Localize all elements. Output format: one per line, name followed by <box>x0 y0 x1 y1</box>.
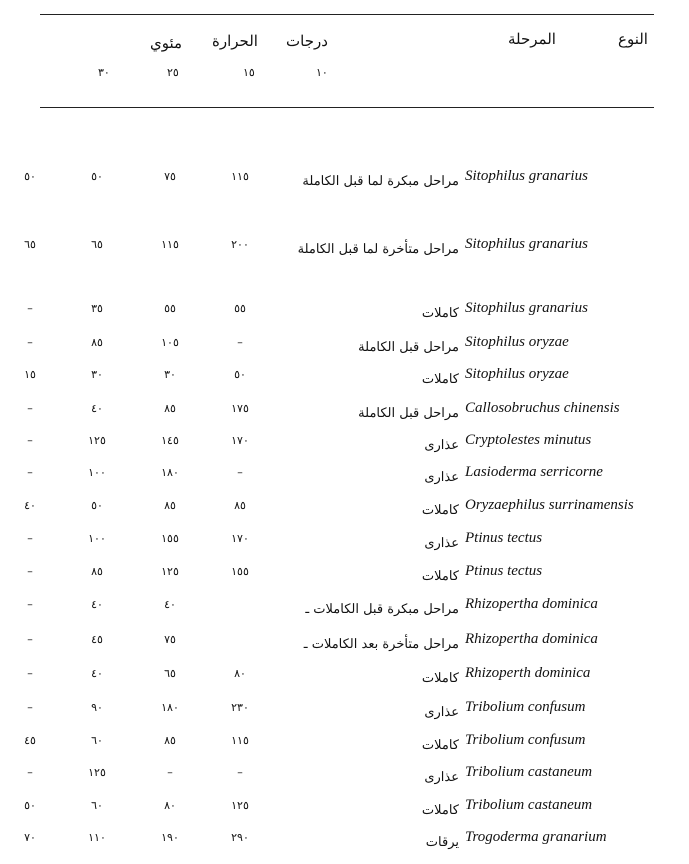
value-cell: – <box>237 766 243 779</box>
table-row <box>0 300 689 330</box>
table-row <box>0 236 689 266</box>
table-row <box>0 168 689 198</box>
value-cell: ٨٥ <box>164 734 176 747</box>
value-cell: ٥٠ <box>24 170 36 183</box>
value-cell: ٧٠ <box>24 831 36 844</box>
table-row <box>0 732 689 762</box>
species-name: Lasioderma serricorne <box>465 464 603 480</box>
value-cell: ١٠٠ <box>88 532 106 545</box>
stage-label: مراحل متأخرة لما قبل الكاملة <box>297 242 459 257</box>
stage-label: يرقات <box>425 835 459 850</box>
species-name: Tribolium confusum <box>465 699 586 715</box>
stage-label: كاملات <box>421 503 459 518</box>
temperature-30: ٣٠ <box>98 66 110 79</box>
table-row <box>0 366 689 396</box>
species-name: Sitophilus oryzae <box>465 334 569 350</box>
value-cell: ١٥٥ <box>161 532 179 545</box>
value-cell: – <box>167 766 173 779</box>
value-cell: ١٠٥ <box>161 336 179 349</box>
value-cell: – <box>27 532 33 545</box>
species-name: Cryptolestes minutus <box>465 432 592 448</box>
stage-label: كاملات <box>421 738 459 753</box>
value-cell: ١٥ <box>24 368 36 381</box>
value-cell: – <box>27 565 33 578</box>
species-name: Tribolium castaneum <box>465 764 593 780</box>
value-cell: ١١٠ <box>88 831 106 844</box>
value-cell: ١٥٥ <box>231 565 249 578</box>
value-cell: – <box>27 336 33 349</box>
value-cell: ٤٥ <box>91 633 103 646</box>
stage-label: مراحل قبل الكاملة <box>358 406 459 421</box>
value-cell: ١٢٥ <box>88 766 106 779</box>
species-name: Ptinus tectus <box>465 530 543 546</box>
value-cell: ١١٥ <box>231 170 249 183</box>
species-name: Tribolium castaneum <box>465 797 593 813</box>
species-name: Rhizopertha dominica <box>465 596 598 612</box>
temperature-header-word-1: درجات <box>286 32 328 50</box>
species-name: Ptinus tectus <box>465 563 543 579</box>
value-cell: ١٧٥ <box>231 402 249 415</box>
value-cell: – <box>27 402 33 415</box>
value-cell: ٧٥ <box>164 633 176 646</box>
value-cell: ١٧٠ <box>231 532 249 545</box>
value-cell: – <box>27 598 33 611</box>
temperature-10: ١٠ <box>316 66 328 79</box>
value-cell: ٨٥ <box>91 565 103 578</box>
value-cell: ٨٥ <box>164 499 176 512</box>
value-cell: – <box>237 466 243 479</box>
stage-label: كاملات <box>421 372 459 387</box>
table-row <box>0 530 689 560</box>
value-cell: ٤٠ <box>91 598 103 611</box>
value-cell: – <box>27 434 33 447</box>
stage-label: عذارى <box>424 438 459 453</box>
value-cell: ٦٠ <box>91 734 103 747</box>
table-row <box>0 334 689 364</box>
value-cell: ١٠٠ <box>88 466 106 479</box>
value-cell: – <box>27 701 33 714</box>
value-cell: ٨٠ <box>164 799 176 812</box>
temperature-header-word-3: مئوي <box>150 34 183 52</box>
stage-label: كاملات <box>421 803 459 818</box>
value-cell: – <box>27 667 33 680</box>
species-name: Callosobruchus chinensis <box>465 400 620 416</box>
table-row <box>0 699 689 729</box>
stage-label: عذارى <box>424 705 459 720</box>
species-name: Oryzaephilus surrinamensis <box>465 497 634 513</box>
stage-column-header: المرحلة <box>508 30 556 48</box>
species-name: Tribolium confusum <box>465 732 586 748</box>
value-cell: ٤٠ <box>164 598 176 611</box>
value-cell: – <box>27 766 33 779</box>
table-row <box>0 829 689 859</box>
stage-label: مراحل قبل الكاملة <box>358 340 459 355</box>
stage-label: مراحل متأخرة بعد الكاملات ـ <box>303 637 459 652</box>
value-cell: ٥٥ <box>234 302 246 315</box>
value-cell: ٨٠ <box>234 667 246 680</box>
temperature-15: ١٥ <box>243 66 255 79</box>
value-cell: ٥٠ <box>234 368 246 381</box>
value-cell: ١٢٥ <box>88 434 106 447</box>
value-cell: – <box>27 466 33 479</box>
temperature-25: ٢٥ <box>167 66 179 79</box>
table-row <box>0 631 689 661</box>
value-cell: ٤٠ <box>91 667 103 680</box>
species-name: Rhizopertha dominica <box>465 631 598 647</box>
value-cell: ١١٥ <box>231 734 249 747</box>
table-row <box>0 596 689 626</box>
value-cell: ٨٥ <box>91 336 103 349</box>
value-cell: ٥٠ <box>24 799 36 812</box>
value-cell: ٦٥ <box>24 238 36 251</box>
value-cell: – <box>237 336 243 349</box>
stage-label: مراحل مبكرة لما قبل الكاملة <box>302 174 459 189</box>
value-cell: ٤٠ <box>24 499 36 512</box>
species-column-header: النوع <box>618 30 648 48</box>
species-name: Sitophilus granarius <box>465 300 588 316</box>
species-name: Sitophilus granarius <box>465 168 588 184</box>
value-cell: ١٢٥ <box>231 799 249 812</box>
value-cell: ١٢٥ <box>161 565 179 578</box>
table-row <box>0 764 689 794</box>
value-cell: ٢٣٠ <box>231 701 249 714</box>
value-cell: – <box>27 633 33 646</box>
table-row <box>0 497 689 527</box>
species-name: Sitophilus granarius <box>465 236 588 252</box>
value-cell: ٣٠ <box>91 368 103 381</box>
value-cell: ٦٥ <box>91 238 103 251</box>
value-cell: – <box>27 302 33 315</box>
table-row <box>0 797 689 827</box>
value-cell: ٣٥ <box>91 302 103 315</box>
species-name: Rhizoperth dominica <box>465 665 591 681</box>
value-cell: ٨٥ <box>164 402 176 415</box>
value-cell: ٥٠ <box>91 499 103 512</box>
value-cell: ٤٠ <box>91 402 103 415</box>
stage-label: كاملات <box>421 306 459 321</box>
value-cell: ٧٥ <box>164 170 176 183</box>
stage-label: عذارى <box>424 536 459 551</box>
value-cell: ١٧٠ <box>231 434 249 447</box>
value-cell: ٦٠ <box>91 799 103 812</box>
stage-label: كاملات <box>421 671 459 686</box>
value-cell: ٣٠ <box>164 368 176 381</box>
stage-label: مراحل مبكرة قبل الكاملات ـ <box>305 602 459 617</box>
table-row <box>0 400 689 430</box>
value-cell: ٨٥ <box>234 499 246 512</box>
value-cell: ١٨٠ <box>161 701 179 714</box>
value-cell: ٤٥ <box>24 734 36 747</box>
value-cell: ٢٩٠ <box>231 831 249 844</box>
value-cell: ١١٥ <box>161 238 179 251</box>
species-name: Sitophilus oryzae <box>465 366 569 382</box>
species-name: Trogoderma granarium <box>465 829 607 845</box>
value-cell: ٦٥ <box>164 667 176 680</box>
value-cell: ١٨٠ <box>161 466 179 479</box>
value-cell: ٥٥ <box>164 302 176 315</box>
stage-label: كاملات <box>421 569 459 584</box>
value-cell: ١٩٠ <box>161 831 179 844</box>
value-cell: ٩٠ <box>91 701 103 714</box>
value-cell: ٥٠ <box>91 170 103 183</box>
value-cell: ١٤٥ <box>161 434 179 447</box>
table-row <box>0 432 689 462</box>
table-row <box>0 563 689 593</box>
table-row <box>0 665 689 695</box>
stage-label: عذارى <box>424 470 459 485</box>
value-cell: ٢٠٠ <box>231 238 249 251</box>
table-row <box>0 464 689 494</box>
temperature-header-word-2: الحرارة <box>212 32 258 50</box>
stage-label: عذارى <box>424 770 459 785</box>
